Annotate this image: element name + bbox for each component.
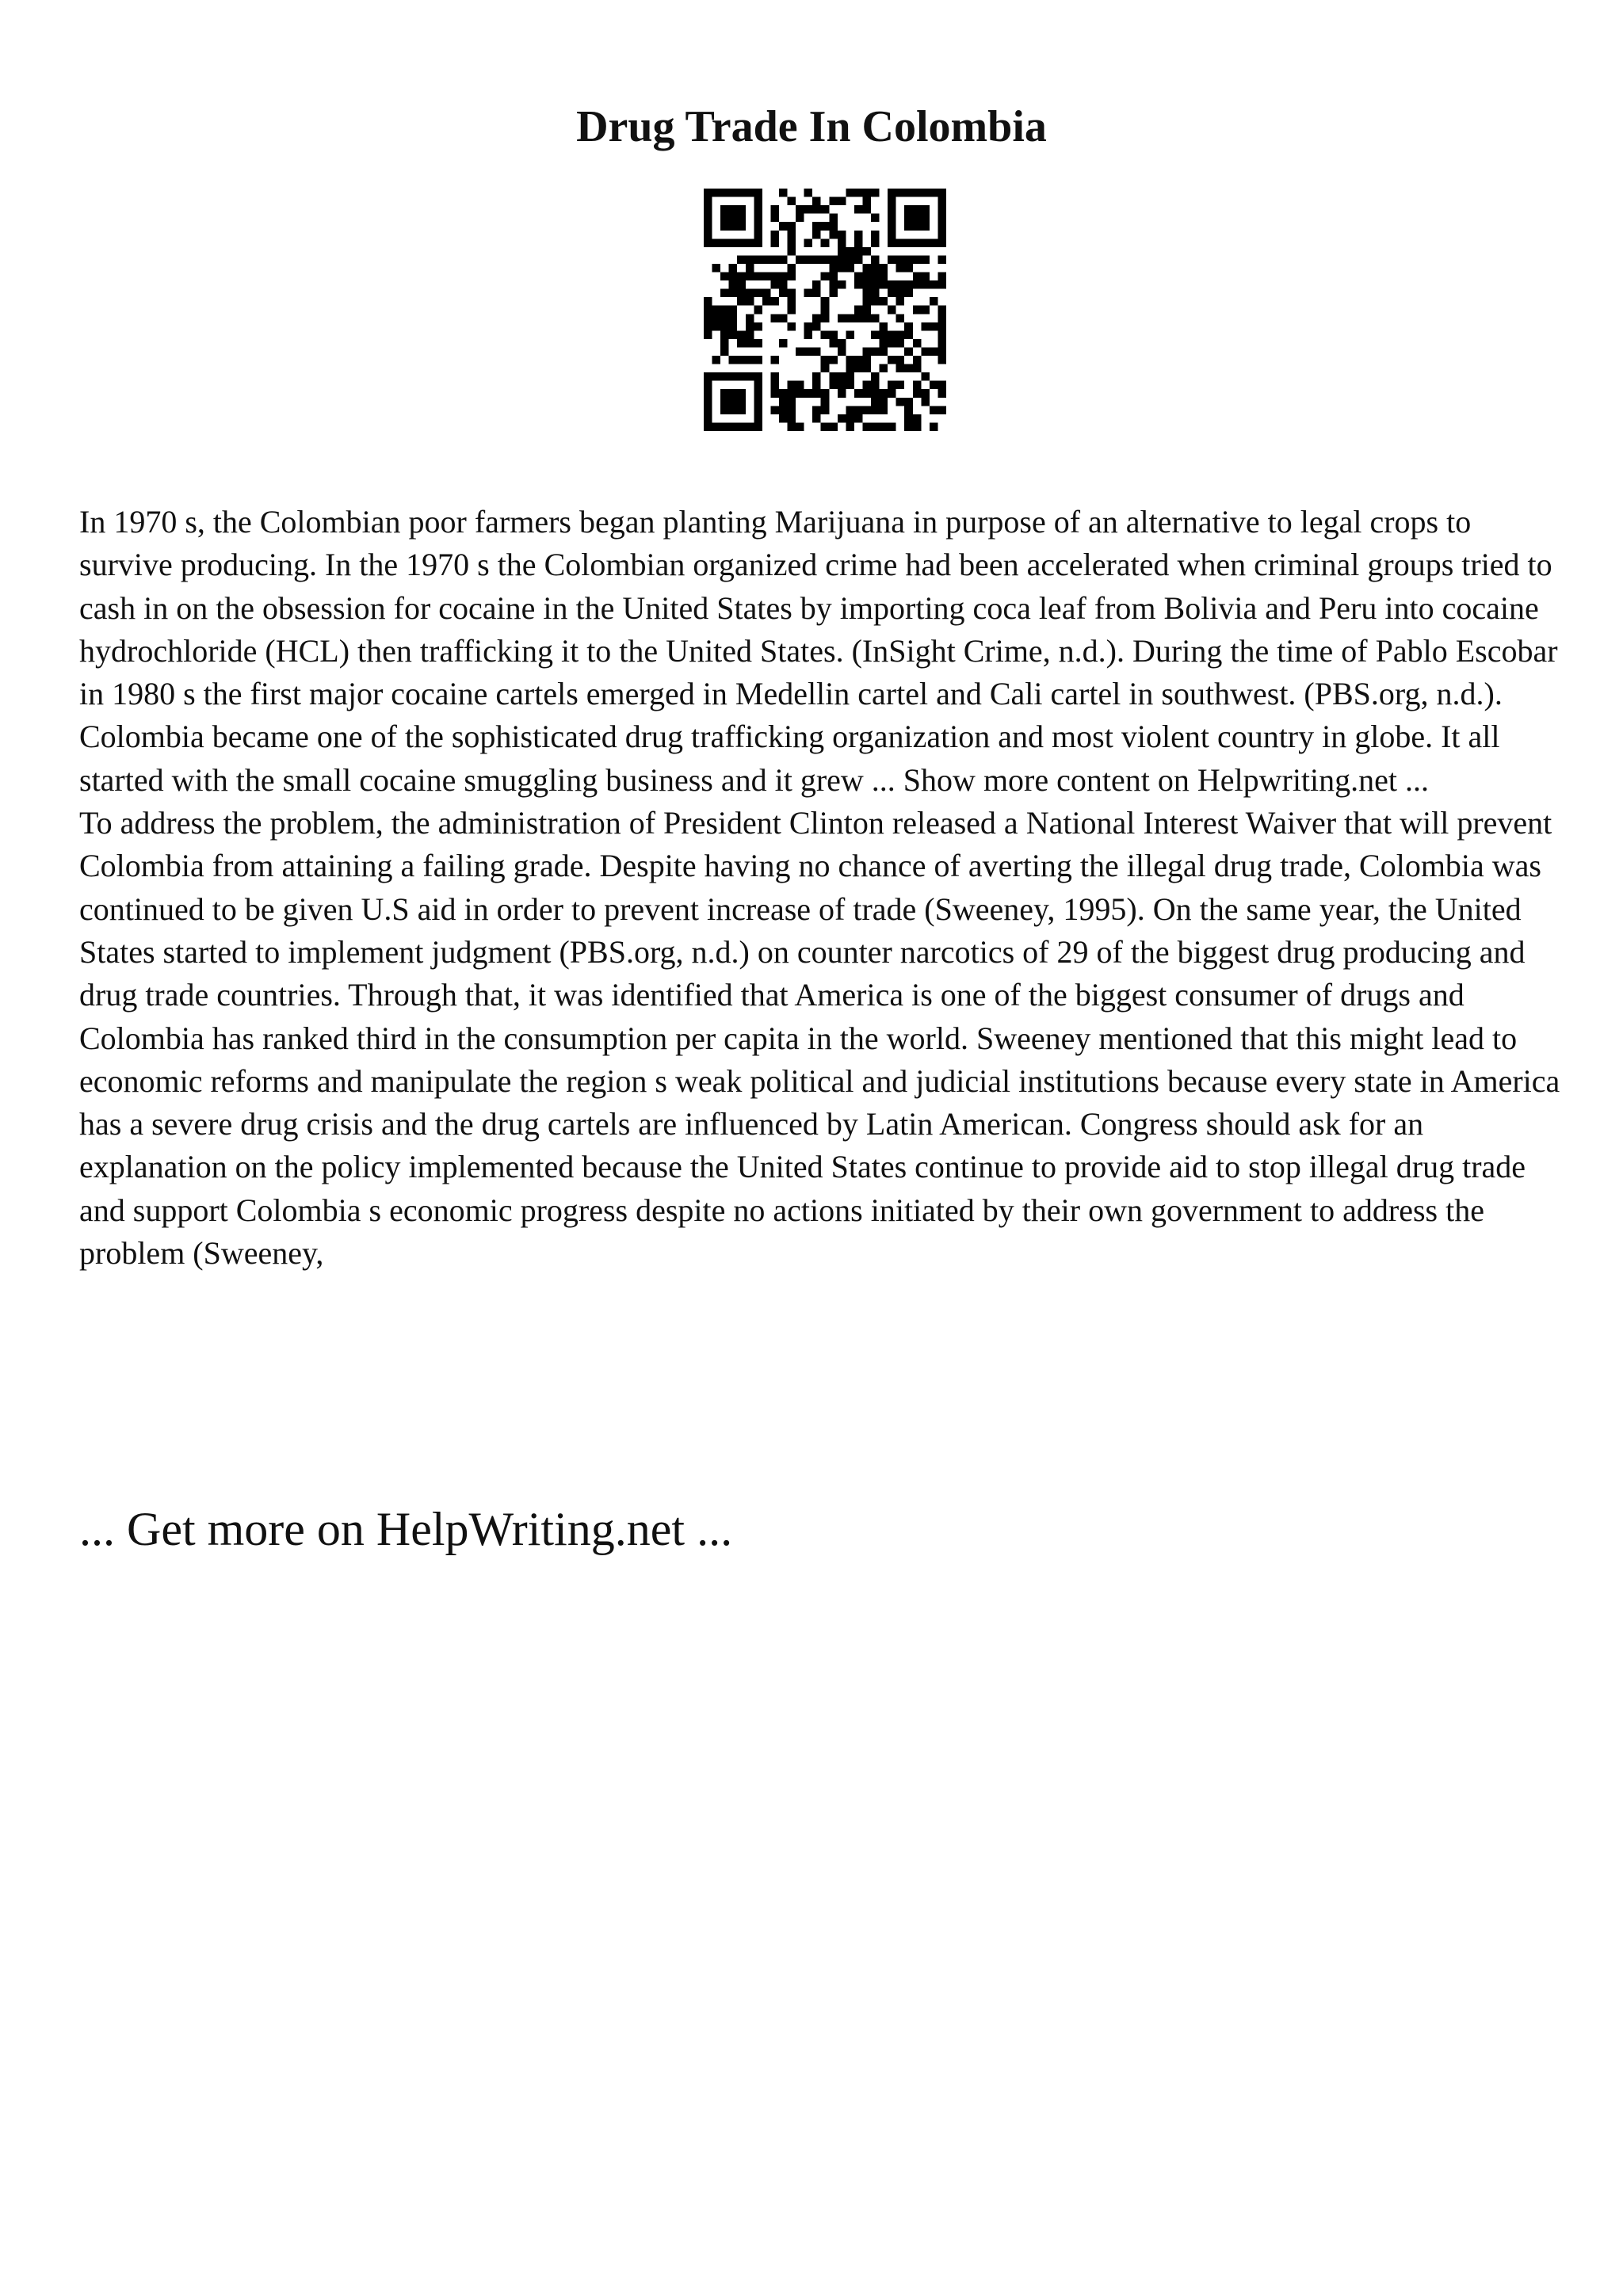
paragraph-2: To address the problem, the administration of President Clinton released a National Interest Waiver that will prevent Colombia from attaining a failing grade. Despite having no chance of averting the illegal drug trade, Colombia was continued to be given U.S aid in order to prevent increase of trade (Sweeney, 1995). On the same year, the United States started to implement judgment (PBS.org, n.d.) on counter narcotics of 29 of the biggest drug producing and drug trade countries. Through that, it was identified that America is one of the biggest consumer of drugs and Colombia has ranked third in the consumption per capita in the world. Sweeney mentioned that this might lead to economic reforms and manipulate the region s weak political and judicial institutions because every state in America has a severe drug crisis and the drug cartels are influenced by Latin American. Congress should ask for an explanation on the policy implemented because the United States continue to provide aid to stop illegal drug trade and support Colombia s economic progress despite no actions initiated by their own government to address the problem (Sweeney,	[79, 805, 1560, 1272]
page-title: Drug Trade In Colombia	[576, 102, 1047, 151]
get-more-link[interactable]: ... Get more on HelpWriting.net ...	[79, 1503, 733, 1555]
paragraph-1: In 1970 s, the Colombian poor farmers began planting Marijuana in purpose of an alternative to legal crops to survive producing. In the 1970 s the Colombian organized crime had been accelerated when criminal groups tried to cash in on the obsession for cocaine in the United States by importing coca leaf from Bolivia and Peru into cocaine hydrochloride (HCL) then trafficking it to the United States. (InSight Crime, n.d.). During the time of Pablo Escobar in 1980 s the first major cocaine cartels emerged in Medellin cartel and Cali cartel in southwest. (PBS.org, n.d.). Colombia became one of the sophisticated drug trafficking organization and most violent country in globe. It all started with the small cocaine smuggling business and it grew ... Show more content on Helpwriting.net ...	[79, 504, 1558, 798]
qr-code-icon	[704, 189, 946, 431]
article-body	[79, 501, 1569, 1275]
